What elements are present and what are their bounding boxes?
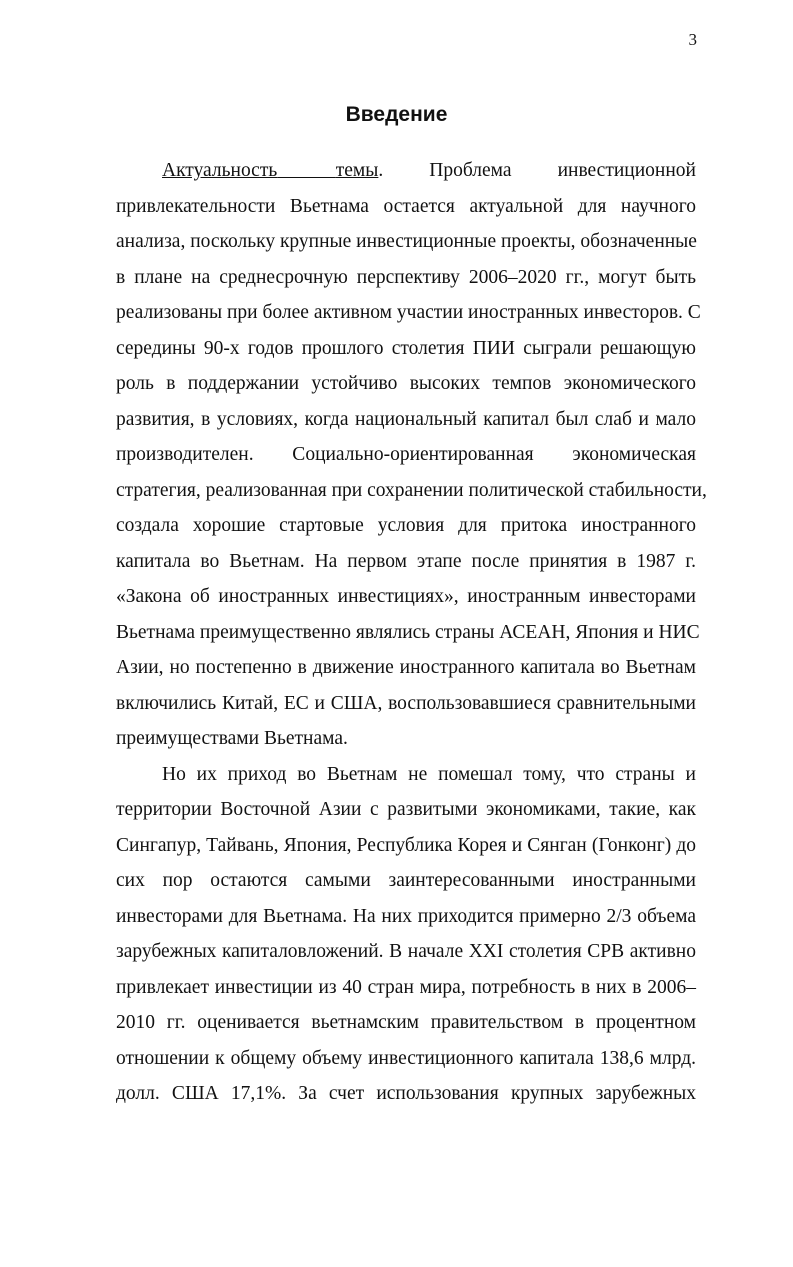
text-line: анализа, поскольку крупные инвестиционные проекты, обозначенные <box>116 231 697 252</box>
text-line: отношении к общему объему инвестиционного капитала 138,6 млрд. <box>116 1047 696 1069</box>
text-line: производителен. Социально-ориентированная экономическая <box>116 444 696 465</box>
text-line: капитала во Вьетнам. На первом этапе после принятия в 1987 г. <box>116 550 696 572</box>
text-line: преимуществами Вьетнама. <box>116 728 348 749</box>
text-line: 2010 гг. оценивается вьетнамским правительством в процентном <box>116 1012 696 1033</box>
text-line: стратегия, реализованная при сохранении политической стабильности, <box>116 479 707 501</box>
paragraph-2 <box>116 757 696 1112</box>
text-line: Азии, но постепенно в движение иностранного капитала во Вьетнам <box>116 657 696 678</box>
heading-word-2: темы <box>335 160 379 181</box>
text-line: территории Восточной Азии с развитыми экономиками, такие, как <box>116 799 696 820</box>
text-line: «Закона об иностранных инвестициях», иностранным инвесторами <box>116 586 696 607</box>
text-line: развития, в условиях, когда национальный капитал был слаб и мало <box>116 408 696 430</box>
page-number: 3 <box>688 30 697 49</box>
first-line-word-2: инвестиционной <box>557 160 696 181</box>
heading-dot: . <box>378 160 384 181</box>
text-line: включились Китай, ЕС и США, воспользовавшиеся сравнительными <box>116 692 696 714</box>
paragraph-1 <box>116 153 707 757</box>
text-line: долл. США 17,1%. За счет использования крупных зарубежных <box>116 1083 696 1104</box>
paragraph-1-first-line <box>116 153 696 189</box>
heading-word-1: Актуальность <box>162 160 278 181</box>
text-line: роль в поддержании устойчиво высоких темпов экономического <box>116 373 696 394</box>
text-line: середины 90-х годов прошлого столетия ПИИ сыграли решающую <box>116 337 696 359</box>
page-title: Введение <box>345 103 448 126</box>
text-line: в плане на среднесрочную перспективу 2006–2020 гг., могут быть <box>116 266 696 288</box>
text-line: зарубежных капиталовложений. В начале XXI столетия СРВ активно <box>116 941 696 962</box>
text-line: реализованы при более активном участии иностранных инвесторов. С <box>116 302 701 323</box>
text-line: Вьетнама преимущественно являлись страны АСЕАН, Япония и НИС <box>116 621 700 643</box>
text-line: создала хорошие стартовые условия для притока иностранного <box>116 515 696 536</box>
text-line: Но их приход во Вьетнам не помешал тому, что страны и <box>162 763 696 785</box>
first-line-word-1: Проблема <box>429 160 512 181</box>
text-line: Сингапур, Тайвань, Япония, Республика Корея и Сянган (Гонконг) до <box>116 834 696 856</box>
topic-relevance-heading <box>162 153 383 189</box>
text-line: привлекательности Вьетнама остается актуальной для научного <box>116 195 696 217</box>
body-text <box>116 153 707 1112</box>
text-line: привлекает инвестиции из 40 стран мира, потребность в них в 2006– <box>116 976 696 998</box>
text-line: сих пор остаются самыми заинтересованными иностранными <box>116 870 696 891</box>
text-line: инвесторами для Вьетнама. На них приходится примерно 2/3 объема <box>116 905 696 927</box>
